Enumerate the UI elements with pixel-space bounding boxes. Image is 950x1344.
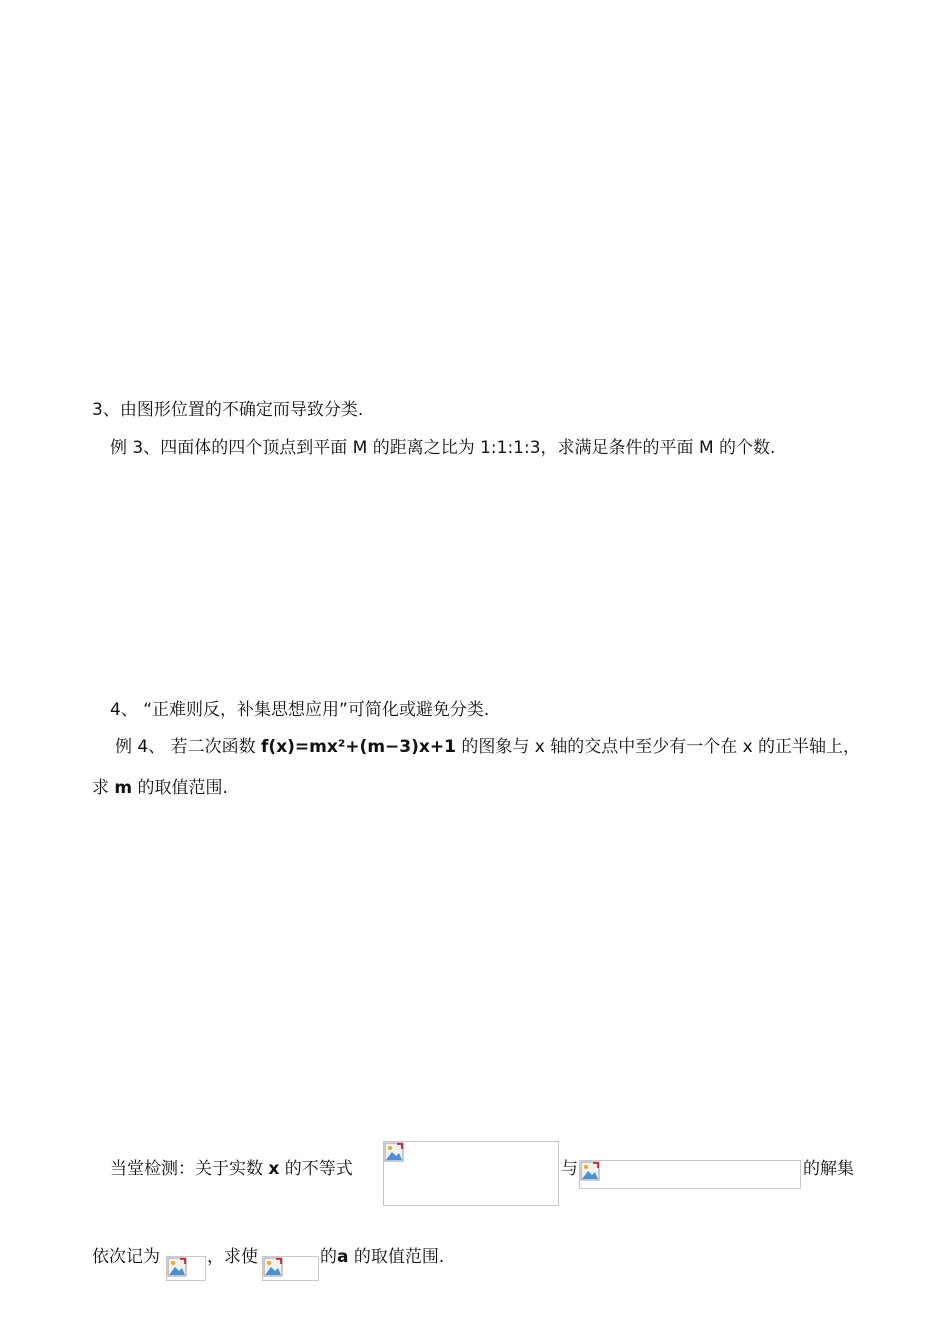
check-line-2-de: 的	[320, 1247, 337, 1267]
condition-image	[262, 1256, 319, 1281]
example-4-line-2	[92, 777, 228, 799]
variable-m: m	[114, 778, 133, 798]
inequality-1-image	[383, 1141, 559, 1206]
inequality-2-image	[579, 1160, 801, 1189]
check-line-2-mid: ，求使	[207, 1247, 258, 1267]
check-line-2-end	[320, 1246, 444, 1268]
check-prefix: 当堂检测：关于实数	[110, 1159, 269, 1179]
variable-a: a	[337, 1247, 349, 1267]
set-notation-image	[166, 1256, 206, 1281]
broken-image-icon	[263, 1257, 283, 1277]
check-and-text: 与	[561, 1159, 578, 1179]
broken-image-icon	[167, 1257, 187, 1277]
check-mid: 的不等式	[279, 1159, 353, 1179]
example-4-line2-prefix: 求	[92, 778, 115, 798]
example-4-line-1	[115, 736, 860, 758]
section-3-heading: 3、由图形位置的不确定而导致分类.	[92, 400, 364, 420]
example-4-line2-suffix: 的取值范围.	[132, 778, 228, 798]
broken-image-icon	[384, 1142, 404, 1162]
example-4-suffix: 的图象与 x 轴的交点中至少有一个在 x 的正半轴上，	[455, 737, 861, 757]
broken-image-icon	[580, 1161, 600, 1181]
check-line-1-text	[110, 1158, 353, 1180]
function-expression: f(x)=mx²+(m−3)x+1	[261, 737, 456, 757]
check-line-2-prefix: 依次记为	[92, 1247, 160, 1267]
example-3-text: 例 3、四面体的四个顶点到平面 M 的距离之比为 1:1:1:3，求满足条件的平面 M 的个数.	[110, 438, 776, 458]
variable-x: x	[268, 1159, 280, 1179]
check-solution-set-text: 的解集	[803, 1159, 854, 1179]
section-4-heading: 4、 “正难则反，补集思想应用”可简化或避免分类.	[110, 700, 490, 720]
example-4-prefix: 例 4、 若二次函数	[115, 737, 262, 757]
check-line-2-range: 的取值范围.	[348, 1247, 445, 1267]
